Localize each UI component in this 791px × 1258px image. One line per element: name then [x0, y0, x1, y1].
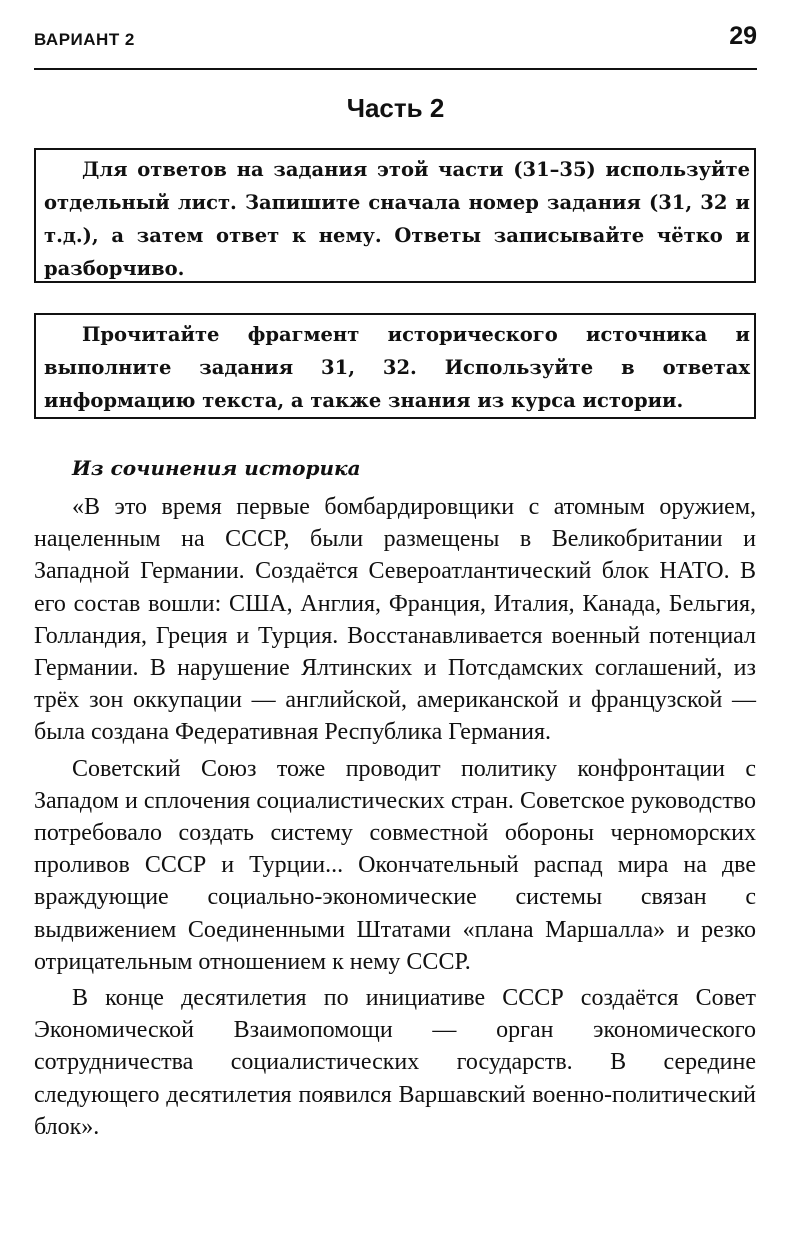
source-paragraph: «В это время первые бомбардировщики с атомным оружием, нацеленным на СССР, были размещены в Великобритании и Западной Германии. Создаётся Североатлантический блок НАТО. В его состав вошли: США, Англия, Франция, Италия, Канада, Бельгия, Голландия, Греция и Турция. Восстанавливается военный потенциал Германии. В нарушение Ялтинских и Потсдамских соглашений, из трёх зон оккупации — английской, американской и французской — была создана Федеративная Республика Германия. — [34, 494, 756, 746]
part-title: Часть 2 — [346, 93, 445, 123]
task-instructions-box — [34, 313, 756, 419]
answer-instructions-box — [34, 148, 756, 283]
source-paragraph: Советский Союз тоже проводит политику конфронтации с Западом и сплочения социалистических стран. Советское руководство потребовало создать систему совместной обороны черноморских проливов СССР и Турции... Окончательный распад мира на две враждующие социально-экономические системы связан с выдвижением Соединенными Штатами «плана Маршалла» и резко отрицательным отношением к нему СССР. — [34, 755, 756, 975]
task-instructions-text: Прочитайте фрагмент исторического источника и выполните задания 31, 32. Используйте в ответах информацию текста, а также знания из курса истории. — [44, 323, 750, 412]
running-header — [34, 22, 757, 70]
running-title: ВАРИАНТ 2 — [34, 30, 135, 49]
source-text — [34, 491, 756, 1147]
page-number: 29 — [729, 22, 757, 50]
source-paragraph: В конце десятилетия по инициативе СССР создаётся Совет Экономической Взаимопомощи — орган экономического сотрудничества социалистических государств. В середине следующего десятилетия появился Варшавский военно-политический блок». — [34, 985, 756, 1140]
source-title: Из сочинения историка — [72, 456, 361, 480]
answer-instructions-text: Для ответов на задания этой части (31–35) используйте отдельный лист. Запишите сначала номер задания (31, 32 и т.д.), а затем ответ к нему. Ответы записывайте чётко и разборчиво. — [44, 158, 750, 280]
